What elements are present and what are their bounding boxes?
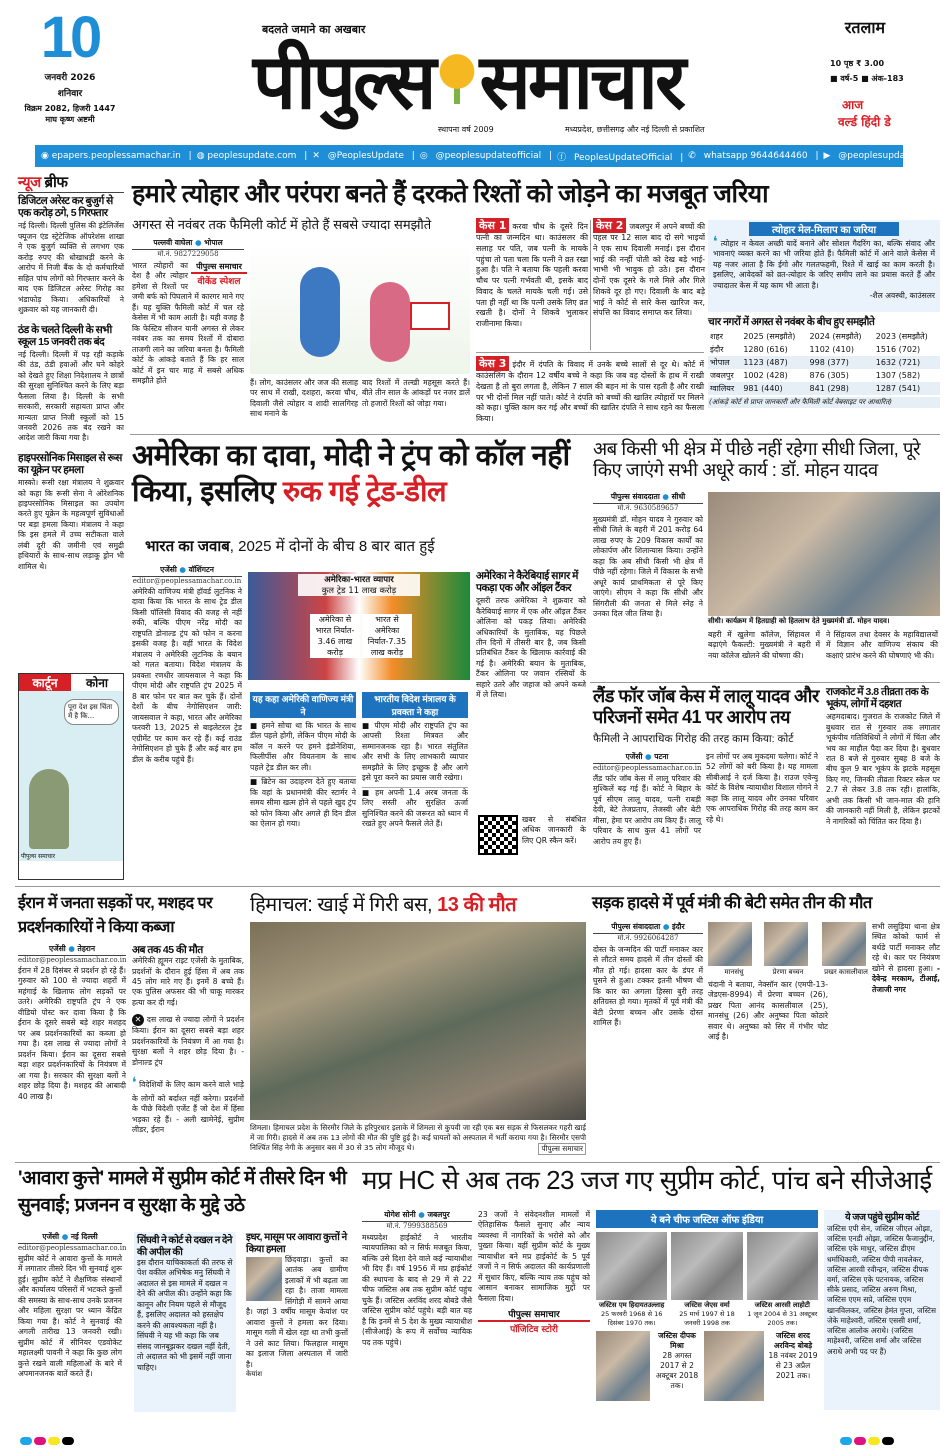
accident-headline: सड़क हादसे में पूर्व मंत्री की बेटी समेत तीन की मौत <box>592 894 940 913</box>
hc-headline: मप्र HC से अब तक 23 जज गए सुप्रीम कोर्ट, पांच बने सीजेआई <box>362 1166 940 1196</box>
mea-box: भारतीय विदेश मंत्रालय के प्रवक्ता ने कहा ■ पीएम मोदी और राष्ट्रपति ट्रंप का आपसी रिश्ता मित्रवत और सम्मानजनक रहा है। भारत संतुलित और सभी के लिए लाभकारी व्यापार समझौते के लिए इच्छुक है और आगे इसे पूरा करने का प्रयास जारी रखेगा। ■ हम अपनी 1.4 अरब जनता के लिए सस्ती और सुरक्षित ऊर्जा सुनिश्चित करने की जरूरत को ध्यान में रखते हुए अपने फैसले लेते हैं। <box>362 692 468 830</box>
whatsapp-link[interactable]: ✆ whatsapp 9644644460 | <box>688 151 818 161</box>
tithi: माघ कृष्ण अष्टमी <box>15 114 125 125</box>
table-row: इंदौर 1280 (616) 1102 (410) 1516 (702) <box>708 343 940 356</box>
hc-body-2: 23 जजों ने संवेदनशील मामलों में ऐतिहासिक फैसले सुनाए और न्याय व्यवस्था में नागरिकों के भरोसे को और पुख्ता किया। वहीं सुप्रीम कोर्ट के मुख्य न्यायाधीश बने मप्र हाईकोर्ट के 5 पूर्व जजों ने न सिर्फ अदालत की कार्यप्रणाली में सुधार किए, बल्कि न्याय तक पहुंच को आसान बनाकर सामाजिक मुद्दों पर फैसला दिया। पीपुल्स समाचार पॉजिटिव स्टोरी <box>478 1210 590 1335</box>
x-link[interactable]: ✕ @PeoplesUpdate | <box>312 151 415 161</box>
today-label: आज <box>800 96 930 113</box>
whatsapp-icon: ✆ <box>688 151 696 161</box>
us-export: अमेरिका से भारत निर्यात- 3.46 लाख करोड़ <box>310 614 360 658</box>
ti-statement: सभी लसुड़िया थाना क्षेत्र स्थित कोको फार्म से बर्थडे पार्टी मनाकर लौट रहे थे। कार पर नियंत्रण खोने से हादसा हुआ। - देवेन्द्र मरकाम, टीआई, तेजाजी नगर <box>872 922 940 995</box>
issue-number: ■ वर्ष-5 ■ अंक-183 <box>800 73 930 84</box>
trade-headline: अमेरिका का दावा, मोदी ने ट्रंप को कॉल नहीं किया, इसलिए रुक गई ट्रेड-डील <box>132 438 587 511</box>
himachal-caption: शिमला। हिमाचल प्रदेश के सिरमौर जिले के हरिपुरधार इलाके में शिमला से कुपवी जा रही एक बस सड़क से फिसलकर गहरी खाई में जा गिरी। हादसे में अब तक 13 लोगों की मौत की पुष्टि हुई है। कई घायलों को अस्पताल में भर्ती कराया गया है। सिरमौर एसपी निश्चिंत सिंह नेगी के अनुसार बस में 30 से 35 लोग मौजूद थे। पीपुल्स समाचार <box>250 1123 586 1155</box>
positive-story-badge: पीपुल्स समाचार पॉजिटिव स्टोरी <box>478 1307 590 1335</box>
table-row: ग्वालियर 981 (440) 841 (298) 1287 (541) <box>708 382 940 395</box>
cji-card: जस्टिस दीपक मिश्रा 28 अगस्त 2017 से 2 अक्टूबर 2018 तक। <box>654 1331 700 1401</box>
lead-subhead: अगस्त से नवंबर तक फैमिली कोर्ट में होते हैं सबसे ज्यादा समझौते <box>132 215 431 233</box>
brief-item: ठंड के चलते दिल्ली के सभी स्कूल 15 जनवरी तक बंद नई दिल्ली। दिल्ली में पड़ रही कड़ाके की ठंड, ठंडी हवाओं और घने कोहरे को देखते हुए शिक्षा निदेशालय ने छात्रों की सुरक्षा सुनिश्चित करने के लिए बड़ा फैसला लिया है। दिल्ली के सभी सरकारी, सरकारी सहायता प्राप्त और मान्यता प्राप्त निजी स्कूलों को 15 जनवरी 2026 तक बंद रखने का आदेश जारी किया गया है। <box>18 324 124 444</box>
weekday: शनिवार <box>15 86 125 99</box>
tagline: बदलते जमाने का अखबार <box>262 22 365 37</box>
dogs-body: एजेंसी ● नई दिल्ली editor@peoplessamachar.co.in सुप्रीम कोर्ट ने आवारा कुत्तों के मामले में लगातार तीसरे दिन भी सुनवाई शुरू हुई। सुप्रीम कोर्ट ने शैक्षणिक संस्थानों और कार्यालय परिसरों में भटकते कुत्तों की समस्या के साथ-साथ उनके प्रजनन और महिला सुरक्षा पर ध्यान केंद्रित किया गया है। कोर्ट ने सुनवाई की अगली तारीख 13 जनवरी रखी। सुप्रीम कोर्ट में सीनियर एडवोकेट महालक्ष्मी पावनी ने कहा कि कुछ लोग कुत्ते रखने वाली महिलाओं के बारे में अपमानजनक बातें करते हैं। <box>18 1232 122 1380</box>
epaper-link[interactable]: ◉ epapers.peoplessamachar.in | <box>41 151 192 161</box>
cji-card: जस्टिस आरसी लाहोटी 1 जून 2004 से 31 अक्टूबर 2005 तक। <box>747 1232 818 1327</box>
color-registration-marks <box>840 1430 896 1449</box>
lead-column-2: हैं। लोग, काउंसलर और जज की सलाह पर साथ में राखी, दशहरा, करवा चौथ, दिवाली जैसे त्योहार व शादी सालगिरह साथ मनाने के <box>250 378 358 420</box>
today-day: वर्ल्ड हिंदी डे <box>800 113 930 130</box>
lalu-subhead: फैमिली ने आपराधिक गिरोह की तरह काम किया: कोर्ट <box>593 732 794 746</box>
lead-column-1: पल्लवी वाघेला ● भोपाल मो.नं. 9827229058 पीपुल्स समाचार वीकेंड स्पेशल भारत त्योहारों का देश है और त्योहार हमेशा से रिश्तों पर जमी बर्फ को पिघलाने में कारगर माने गए हैं। यह युक्ति फैमिली कोर्ट में चल रहे केसेस में भी काम आती है। यही वजह है कि फेस्टिव सीजन यानी अगस्त से लेकर नवंबर तक का समय रिश्तों में दोबारा ताजगी लाने का जरिया बनता है। फैमिली कोर्ट के आंकड़े बताते हैं कि हर साल कोर्ट में इन चार माह में सबसे अधिक समझौते होते <box>132 238 244 387</box>
victim-photo <box>708 922 752 966</box>
iran-headline: ईरान में जनता सड़कों पर, मशहद पर प्रदर्शनकारियों ने किया कब्जा <box>18 892 246 940</box>
website-link[interactable]: ◍ peoplesupdate.com | <box>197 151 308 161</box>
lalu-headline: लैंड फॉर जॉब केस में लालू यादव और परिजनों समेत 41 पर आरोप तय <box>593 686 823 727</box>
hc-body: योगेश सोनी ● जबलपुर मो.नं. 7999388569 मध्यप्रदेश हाईकोर्ट ने भारतीय न्यायपालिका को न सिर्फ मजबूत किया, बल्कि उसे दिशा देने वाले कई न्यायाधीश भी दिए हैं। वर्ष 1956 में मप्र हाईकोर्ट की स्थापना के बाद से 29 में से 22 चीफ जस्टिस अब तक सुप्रीम कोर्ट पहुंच चुके हैं। जस्टिस अरविंद शरद बोबडे जैसे जस्टिस सुप्रीम कोर्ट पहुंचे। बड़ी बात यह है कि इनमें से 5 देश के मुख्य न्यायाधीश (सीजेआई) के रूप में सर्वोच्च न्यायिक पद तक पहुंचे। <box>362 1210 472 1348</box>
qr-code[interactable] <box>478 815 518 855</box>
case-2: केस 2 जबलपुर में अपने बच्चों की पहल पर 12 साल बाद दो सगे भाइयों ने एक साथ दिवाली मनाई। इस दौरान भाई की नन्हीं पोती को देख बड़े भाई-भाभी भी भावुक हो उठे। इस दौरान दोनों एक दूसरे के गले मिले और गिले शिकवे दूर हो गए। दिवाली के बाद बड़े भाई ने कोर्ट से सारे केस खारिज कर, संपत्ति का विवाद समाप्त कर लिया। <box>593 218 705 319</box>
cji-panel: ये बने चीफ जस्टिस ऑफ इंडिया जस्टिस एम हिदायतउल्लाह 25 फरवरी 1968 से 16 दिसंबर 1970 तक। जस्टिस जेएस वर्मा 25 मार्च 1997 से 18 जनवरी 1998 तक जस्टिस आरसी लाहोटी 1 जून 2004 से 31 अक्टूबर 2005 तक। जस्टिस दीपक मिश्रा 28 अगस्त 2017 से 2 अक्टूबर 2018 तक। जस्टिस शरद अरविन्द बोबड़े 18 नवंबर 2019 से 23 अप्रैल 2021 तक। <box>596 1210 818 1401</box>
accident-body: पीपुल्स संवाददाता ● इंदौर मो.नं. 9926064287 दोस्त के जन्मदिन की पार्टी मनाकर कार से लौटते समय हादसे में तीन दोस्तों की मौत हो गई। हादसा कार के डंपर में घुसने से हुआ। टक्कर इतनी भीषण थी कि कार का अगला हिस्सा बुरी तरह क्षतिग्रस्त हो गया। मृतकों में पूर्व मंत्री की बेटी प्रेरणा बच्चन और उसके दोस्त शामिल हैं। <box>593 922 703 1029</box>
brief-item: डिजिटल अरेस्ट कर बुजुर्ग से एक करोड़ ठगे, 5 गिरफ्तार नई दिल्ली। दिल्ली पुलिस की इंटेलिजेंस फ्यूजन एंड स्ट्रेटेजिक ऑपरेशंस शाखा ने एक बुजुर्ग व्यक्ति से लगभग एक करोड़ रुपए की धोखाधड़ी करने के आरोप में निजी बैंक के दो कर्मचारियों सहित पांच लोगों को गिरफ्तार करने के बाद एक डिजिटल अरेस्ट गिरोह का भंडाफोड़ किया। अधिकारियों ने शुक्रवार को यह जानकारी दी। <box>18 195 124 315</box>
tanker-story: अमेरिका ने कैरेबियाई सागर में पकड़ा एक और ऑइल टैंकर दूसरी तरफ अमेरिका ने शुक्रवार को कैरेबियाई सागर में एक और ऑइल टैंकर ओलिना को पकड़ लिया। अमेरिकी अधिकारियों के मुताबिक, यह पिछले तीन दिनों में तीसरी बार है, जब किसी प्रतिबंधित टैंकर के खिलाफ कार्रवाई की गई है। अमेरिकी बयान के मुताबिक, टैंकर ओलिना पर जवान रस्सियों के सहारे उतरे और जहाज को अपने कब्जे में ले लिया। <box>476 570 586 701</box>
trade-graphic: अमेरिका-भारत व्यापार कुल ट्रेड 11 लाख करोड़ अमेरिका से भारत निर्यात- 3.46 लाख करोड़ भारत से अमेरिका निर्यात-7.35 लाख करोड़ <box>248 572 470 680</box>
dog-attack-story: इधर, मासूम पर आवारा कुत्तों ने किया हमला छिंदवाड़ा। कुत्तों का आतंक अब ग्रामीण इलाकों में भी बढ़ता जा रहा है। ताजा मामला सिंगोड़ी में सामने आया है। जहां 3 वर्षीय मासूम केयांश पर आवारा कुत्तों ने हमला कर दिया। मासूम गली में खेल रहा था तभी कुत्तों ने उसे काट लिया। फिलहाल मासूम का इलाज जिला अस्पताल में जारी है। केयांश <box>246 1232 348 1379</box>
quote-icon: ❛ <box>713 234 718 250</box>
bus-accident-photo <box>250 922 586 1120</box>
cartoon-corner: कार्टून कोना पूरा देश इस चिंता में है कि... पीपुल्स समाचार <box>18 673 124 880</box>
dogs-headline: 'आवारा कुत्ते' मामले में सुप्रीम कोर्ट में तीसरे दिन भी सुनवाई; प्रजनन व सुरक्षा के मुद्दे उठे <box>18 1166 353 1219</box>
founded: स्थापना वर्ष 2009 <box>438 124 494 135</box>
case-3: केस 3 इंदौर में दंपति के विवाद में उनके बच्चे सालों से दूर थे। कोर्ट में काउंसलिंग के दौरान 12 वर्षीय बच्चे ने कहा कि जब वह दोस्तों के हाथ में राखी देखता है तो बुरा लगता है, लेकिन 7 साल की बहन मां के पास रहती है और राखी पर भी दोनों मिल नहीं पाते। कोर्ट ने दंपति को बच्चों की खातिर त्योहारों पर मिलने को कहा। युक्ति काम कर गई और बच्चों की खातिर दंपति ने साथ रहने का फैसला किया। <box>476 356 704 425</box>
cji-card: जस्टिस जेएस वर्मा 25 मार्च 1997 से 18 जनवरी 1998 तक <box>671 1232 742 1327</box>
us-minister-box: यह कहा अमेरिकी वाणिज्य मंत्री ने ■ हमने सोचा था कि भारत के साथ डील पहले होगी, लेकिन पीएम मोदी के कॉल न करने पर हमने इंडोनेशिया, फिलीपींस और वियतनाम के साथ पहले ट्रेड डील कर ली। ■ ब्रिटेन का उदाहरण देते हुए बताया कि वहां के प्रधानमंत्री कीर स्टार्मर ने समय सीमा खत्म होने से पहले खुद ट्रंप को फोन किया और अगले ही दिन डील का ऐलान हो गया। <box>250 692 356 830</box>
quote-icon: ❛ <box>132 1075 137 1091</box>
sc-judges-box: ये जज पहुंचे सुप्रीम कोर्ट जस्टिस एपी सेन, जस्टिस जीएल ओझा, जस्टिस एनडी ओझा, जस्टिस फैजानुद्दीन, जस्टिस एके माथुर, जस्टिस डीएम धर्माधिकारी, जस्टिस पीपी नावलेकर, जस्टिस आरवी रवीन्द्रन, जस्टिस दीपक वर्मा, जस्टिस एके पटनायक, जस्टिस सीके प्रसाद, जस्टिस अरुण मिश्रा, जस्टिस एएम सप्रे, जस्टिस एएम खानविलकर, जस्टिस हेमंत गुप्ता, जस्टिस जेके माहेश्वरी, जस्टिस एससी शर्मा, जस्टिस आलोक अराधे। (जस्टिस माहेश्वरी, जस्टिस शर्मा और जस्टिस अराधे अभी पद पर हैं) <box>824 1210 940 1410</box>
youtube-link[interactable]: ▶ @peoplesupdateofficial <box>824 151 945 161</box>
color-registration-marks <box>20 1430 76 1449</box>
counselor-quote-box: त्योहार मेल-मिलाप का जरिया ❛ त्योहार न केवल अच्छी यादें बनाने और सोशल गैदरिंग का, बल्कि संवाद और भावनाएं व्यक्त करने का भी जरिया होते हैं। फैमिली कोर्ट में आने वाले केसेस में यह नजर आता है कि ईगो और गलतफहमी, रिश्ते में खाई का काम करती है। इसलिए, आवेदकों को व्रत-त्योहार के जरिए समीप लाने का प्रयास करते हैं और ज्यादातर केस में यह काम भी आता है। -शैल अवस्थी, काउंसलर <box>708 220 940 312</box>
table-row: भोपाल 1123 (487) 998 (377) 1632 (721) <box>708 356 940 369</box>
cartoon-image: पूरा देश इस चिंता में है कि... पीपुल्स समाचार <box>19 691 123 861</box>
sidhi-body: पीपुल्स संवाददाता ● सीधी मो.नं. 9630589657 मुख्यमंत्री डॉ. मोहन यादव ने गुरुवार को सीधी जिले के बहरी में 201 करोड़ 64 लाख रुपए के 209 विकास कार्यों का लोकार्पण और शिलान्यास किया। उन्होंने कहा कि अब सीधी किसी भी क्षेत्र में पीछे नहीं रहेगा। जिले में विकास के सभी अधूरे कार्य प्राथमिकता से पूरे किए जाएंगे। सीएम ने कहा कि सीधी और सिंगरौली की जनता से मिले स्नेह ने उनका दिल जीत लिया है। <box>593 492 703 640</box>
brief-item: हाइपरसोनिक मिसाइल से रूस का यूक्रेन पर हमला मास्को। रूसी रक्षा मंत्रालय ने शुक्रवार को कहा कि रूसी सेना ने ओरेशनिक हाइपरसोनिक मिसाइल का उपयोग करते हुए यूक्रेन के महत्वपूर्ण सुविधाओं पर बड़ा हमला किया। मंत्रालय ने कहा कि इस हमले में उच्च सटीकता वाले लंबी दूरी की जमीनी एवं समुद्री हथियारों के साथ-साथ लड़ाकू ड्रोन भी शामिल थे। <box>18 452 124 572</box>
victim-photo <box>822 922 866 966</box>
month-year: जनवरी 2026 <box>15 70 125 83</box>
iran-body: एजेंसी ● तेहरान editor@peoplessamachar.co.in ईरान में 28 दिसंबर से प्रदर्शन हो रहे हैं। गुरुवार को 100 से ज्यादा शहरों में महंगाई के खिलाफ लोग सड़कों पर उतरे। अमेरिकी राष्ट्रपति ट्रंप ने एक वीडियो पोस्ट कर दावा किया है कि ईरान के दूसरे सबसे बड़े शहर मशहद पर अब प्रदर्शनकारियों का कब्जा हो गया है। दस लाख से ज्यादा लोगों ने प्रदर्शन किया। ईरान का दूसरा सबसे बड़ा शहर प्रदर्शनकारियों के नियंत्रण में आ गया है। सरकार की सुरक्षा बलों ने शहर छोड़ दिया है। मशहद की आबादी 40 लाख है। <box>18 944 126 1102</box>
rajkot-story: राजकोट में 3.8 तीव्रता तक के भूकंप, लोगों में दहशत अहमदाबाद। गुजरात के राजकोट जिले में बुधवार रात से गुरुवार तक लगातार भूकंपीय गतिविधियों ने लोगों में चिंता और भय का माहौल पैदा कर दिया है। बुधवार रात 8 बजे से गुरुवार सुबह 8 बजे के बीच कुल 9 बार भूकंप के झटके महसूस किए गए, जिनकी तीव्रता रिक्टर स्केल पर 2.7 से लेकर 3.8 तक रही। हालांकि, अभी तक किसी भी जान-माल की हानि की जानकारी नहीं मिली है, लेकिन झटकों ने नागरिकों को चिंतित कर दिया है। <box>826 686 940 827</box>
trade-body: एजेंसी ● वॉशिंगटन editor@peoplessamachar.co.in अमेरिकी वाणिज्य मंत्री हॉवर्ड लुटनिक ने दावा किया कि भारत के साथ ट्रेड डील किसी पॉलिसी विवाद की वजह से नहीं रुकी, बल्कि पीएम नरेंद्र मोदी का राष्ट्रपति डोनाल्ड ट्रंप को फोन न करना इसकी वजह है। वहीं भारत के विदेश मंत्रालय ने अमेरिकी लुटनिक के बयान को गलत बताया। विदेश मंत्रालय के प्रवक्ता रणधीर जायसवाल ने कहा कि पीएम मोदी और राष्ट्रपति ट्रंप 2025 में 8 बार फोन पर बात कर चुके हैं। दोनों देशों के बीच नेगोसिएशन जारी: जायसवाल ने कहा, भारत और अमेरिका फरवरी 13, 2025 से बाइलेटरल ट्रेड एग्रीमेंट पर काम कर रहे हैं। कई राउंड नेगोसिएशन हो चुके हैं और कई बार हम डील के करीब पहुंचे हैं। <box>132 565 242 880</box>
edition-block <box>800 16 930 130</box>
instagram-icon: ◎ <box>420 151 428 161</box>
published-from: मध्यप्रदेश, छत्तीसगढ़ और नई दिल्ली से प्रकाशित <box>565 124 705 135</box>
india-export: भारत से अमेरिका निर्यात-7.35 लाख करोड़ <box>362 614 412 658</box>
himachal-headline: हिमाचल: खाई में गिरी बस, 13 की मौत <box>250 894 586 917</box>
edition-city: रतलाम <box>800 16 930 38</box>
lead-cartoon-illustration <box>250 242 470 374</box>
social-bar <box>35 145 903 167</box>
newspaper-logo: पीपुल्स समाचार <box>163 36 773 122</box>
iran-side: अब तक 45 की मौत अमेरिकी ह्यूमन राइट एजेंसी के मुताबिक, प्रदर्शनों के दौरान हुई हिंसा में अब तक 45 लोग मारे गए हैं। इनमें 8 बच्चे हैं। एक पुलिस अफसर की भी चाकू मारकर हत्या कर दी गई। ✕ दस लाख से ज्यादा लोगों ने प्रदर्शन किया। ईरान का दूसरा सबसे बड़ा शहर प्रदर्शनकारियों के नियंत्रण में आ गया है। सुरक्षा बलों ने शहर छोड़ दिया है। - डोनाल्ड ट्रंप ❛ विदेशियों के लिए काम करने वाले भाड़े के लोगों को बर्दाश्त नहीं करेगा। प्रदर्शनों के पीछे विदेशी एजेंट हैं जो देश में हिंसा भड़का रहे हैं। - अली खामेनेई, सुप्रीम लीडर, ईरान <box>132 944 244 1135</box>
singhvi-box: सिंघवी ने कोर्ट से दखल न देने की अपील की इस दौरान याचिकाकर्ता की तरफ से पेश वकील अभिषेक मनु सिंघवी ने अदालत से इस मामले में दखल न देने की अपील की। उन्होंने कहा कि कानून और नियम पहले से मौजूद हैं, इसलिए अदालत को हस्तक्षेप करने की आवश्यकता नहीं है। सिंघवी ने यह भी कहा कि जब संसद जानबूझकर दखल नहीं देती, तो अदालत को भी इसमें नहीं जाना चाहिए। <box>134 1232 236 1412</box>
table-row: जबलपुर 1002 (428) 876 (305) 1307 (582) <box>708 369 940 382</box>
facebook-link[interactable]: ⓕ PeoplesUpdateOfficial | <box>557 150 683 163</box>
x-icon: ✕ <box>312 151 320 161</box>
youtube-icon: ▶ <box>824 151 831 161</box>
pen-nib-logo-icon <box>438 54 476 104</box>
child-photo <box>246 1257 282 1301</box>
date-block <box>15 8 125 125</box>
photo-caption: सीधी। कार्यक्रम में हितग्राही को हितलाभ देते मुख्यमंत्री डॉ. मोहन यादव। <box>708 617 940 626</box>
trade-subhead: भारत का जवाब, 2025 में दोनों के बीच 8 बार बात हुई <box>145 536 435 556</box>
date-number: 10 <box>15 8 125 68</box>
lead-column-3: बाद रिश्तों में तल्खी महसूस करते हैं। बीते तीन साल के आंकड़ों पर नजर डालें तो हजारों रिश्तों को जोड़ा गया। <box>362 378 470 409</box>
case-1: केस 1 करवा चौथ के दूसरे दिन पत्नी का जन्मदिन था। काउंसलर की सलाह पर पति, जब पत्नी के मायके पहुंचा तो पता चला कि पत्नी ने व्रत रखा हुआ है। पति ने बताया कि पहली करवा चौथ पर पत्नी गर्भवती थी, इसके बाद विवाद के चलते मायके चली गई। उसे पता ही नहीं था कि पत्नी उसके लिए व्रत रखती है। दोनों ने शिकवे भुलाकर राजीनामा किया। <box>476 218 588 330</box>
qr-note: खबर से संबंधित अधिक जानकारी के लिए QR स्कैन करें। <box>522 815 586 846</box>
news-brief: न्यूज ब्रीफ डिजिटल अरेस्ट कर बुजुर्ग से एक करोड़ ठगे, 5 गिरफ्तार नई दिल्ली। दिल्ली पुलिस की इंटेलिजेंस फ्यूजन एंड स्ट्रेटेजिक ऑपरेशंस शाखा ने एक बुजुर्ग व्यक्ति से लगभग एक करोड़ रुपए की धोखाधड़ी करने के आरोप में निजी बैंक के दो कर्मचारियों सहित पांच लोगों को गिरफ्तार करने के बाद एक डिजिटल अरेस्ट गिरोह का भंडाफोड़ किया। अधिकारियों ने शुक्रवार को यह जानकारी दी। ठंड के चलते दिल्ली के सभी स्कूल 15 जनवरी तक बंद नई दिल्ली। दिल्ली में पड़ रही कड़ाके की ठंड, ठंडी हवाओं और घने कोहरे को देखते हुए शिक्षा निदेशालय ने छात्रों की सुरक्षा सुनिश्चित करने के लिए बड़ा फैसला लिया है। दिल्ली के सभी सरकारी, सरकारी सहायता प्राप्त और मान्यता प्राप्त निजी स्कूलों को 15 जनवरी 2026 तक बंद रखने का आदेश जारी किया गया है। हाइपरसोनिक मिसाइल से रूस का यूक्रेन पर हमला मास्को। रूसी रक्षा मंत्रालय ने शुक्रवार को कहा कि रूसी सेना ने ओरेशनिक हाइपरसोनिक मिसाइल का उपयोग करते हुए यूक्रेन के महत्वपूर्ण सुविधाओं पर बड़ा हमला किया। मंत्रालय ने कहा कि इस हमले में उच्च सटीकता वाले लंबी दूरी की जमीनी एवं समुद्री हथियारों के साथ-साथ लड़ाकू ड्रोन भी शामिल थे। <box>18 174 124 572</box>
price: 10 पृष्ठ ₹ 3.00 <box>800 58 930 69</box>
samvat: विक्रम 2082, हिजरी 1447 <box>15 103 125 114</box>
cji-card: जस्टिस शरद अरविन्द बोबड़े 18 नवंबर 2019 से 23 अप्रैल 2021 तक। <box>768 1331 818 1401</box>
settlement-table: चार नगरों में अगस्त से नवंबर के बीच हुए समझौते शहर 2025 (समझौते) 2024 (समझौते) 2023 (समझौते) इंदौर 1280 (616) 1102 (410) 1516 (702) भोपाल 1123 (487) 998 (377) 1632 (721) जबलपुर 1002 (428) 876 (305) 1307 (582) ग्वालियर 981 (440) 841 (298) 1287 (541) (आंकड़े कोर्ट से प्राप्त जानकारी और फैमिली कोर्ट वेबसाइट पर आधारित) <box>708 316 940 408</box>
victim-photo <box>764 922 808 966</box>
x-icon: ✕ <box>132 1014 144 1026</box>
cji-card: जस्टिस एम हिदायतउल्लाह 25 फरवरी 1968 से 16 दिसंबर 1970 तक। <box>596 1232 667 1327</box>
weekend-special-badge: पीपुल्स समाचार वीकेंड स्पेशल <box>191 261 247 287</box>
instagram-link[interactable]: ◎ @peoplesupdateofficial | <box>420 151 552 161</box>
cm-event-photo <box>708 492 940 616</box>
lalu-body: एजेंसी ● पटना editor@peoplessamachar.co.in लैंड फॉर जॉब केस में लालू परिवार की मुश्किलें बढ़ गई हैं। कोर्ट ने बिहार के पूर्व सीएम लालू यादव, पत्नी राबड़ी देवी, बेटे तेजप्रताप, तेजस्वी और बेटी मीसा, हेमा पर आरोप तय किए हैं। लालू परिवार के साथ कुल 41 लोगों पर आरोप तय हुए हैं। <box>593 752 701 847</box>
lead-headline: हमारे त्योहार और परंपरा बनते हैं दरकते रिश्तों को जोड़ने का मजबूत जरिया <box>132 180 940 209</box>
sidhi-headline: अब किसी भी क्षेत्र में पीछे नहीं रहेगा सीधी जिला, पूरे किए जाएंगे सभी अधूरे कार्य : डॉ. मोहन यादव <box>593 438 941 481</box>
facebook-icon: ⓕ <box>557 153 566 163</box>
